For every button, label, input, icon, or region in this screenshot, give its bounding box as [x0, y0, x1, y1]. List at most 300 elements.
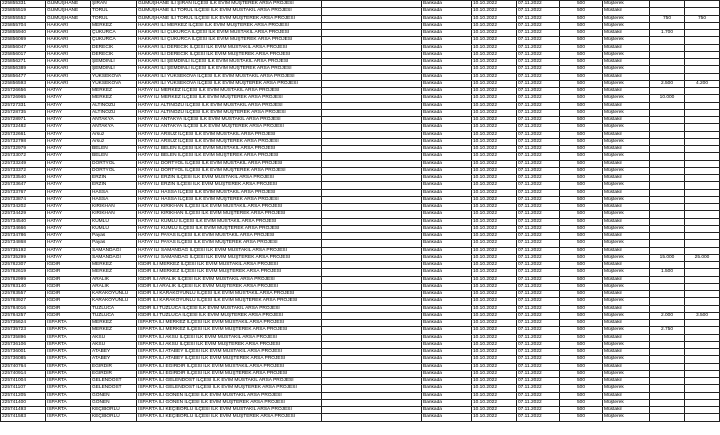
- end-date-cell: 07.11.2022: [517, 146, 560, 153]
- empty-cell: [322, 298, 422, 305]
- project-name-cell: IĞDIR İLİ KARAKOYUNLU İLÇESİ İLK EVİM MÜŞTEREK ARSA PROJESİ: [137, 298, 322, 305]
- quantity-cell: 500: [560, 153, 603, 160]
- district-cell: Arsuz: [91, 131, 137, 138]
- record-number-cell: 225735723: [1, 327, 46, 334]
- value-2-cell: [685, 66, 720, 73]
- project-name-cell: ISPARTA İLİ GELENDOST İLÇESİ İLK EVİM MÜŞTEREK ARSA PROJESİ: [137, 385, 322, 392]
- empty-cell: [322, 15, 422, 22]
- status-cell: Bankada: [422, 175, 472, 182]
- start-date-cell: 10.10.2022: [472, 189, 517, 196]
- district-cell: TUZLUCA: [91, 305, 137, 312]
- value-1-cell: [650, 117, 685, 124]
- table-row: [1, 254, 720, 261]
- start-date-cell: 10.10.2022: [472, 59, 517, 66]
- province-cell: HATAY: [46, 254, 91, 261]
- value-1-cell: 2.000: [650, 312, 685, 319]
- quantity-cell: 500: [560, 407, 603, 414]
- district-cell: ANTAKYA: [91, 124, 137, 131]
- end-date-cell: 07.11.2022: [517, 204, 560, 211]
- district-cell: ANTAKYA: [91, 117, 137, 124]
- value-1-cell: [650, 385, 685, 392]
- value-2-cell: [685, 363, 720, 370]
- value-2-cell: [685, 283, 720, 290]
- value-1-cell: [650, 44, 685, 51]
- value-2-cell: 3.500: [685, 312, 720, 319]
- record-number-cell: 225855331: [1, 1, 46, 8]
- record-number-cell: 225735299: [1, 254, 46, 261]
- table-row: [1, 44, 720, 51]
- value-1-cell: [650, 160, 685, 167]
- project-name-cell: HATAY İLİ ERZİN İLÇESİ İLK EVİM MÜŞTEREK ARSA PROJESİ: [137, 182, 322, 189]
- record-number-cell: 225733874: [1, 196, 46, 203]
- project-name-cell: HAKKARİ İLİ DERECİK İLÇESİ İLK EVİM MÜŞTEREK ARSA PROJESİ: [137, 51, 322, 58]
- district-cell: DÖRTYOL: [91, 160, 137, 167]
- record-number-cell: 225855519: [1, 8, 46, 15]
- record-number-cell: 225736085: [1, 356, 46, 363]
- status-cell: Bankada: [422, 102, 472, 109]
- district-cell: MERKEZ: [91, 22, 137, 29]
- end-date-cell: 07.11.2022: [517, 298, 560, 305]
- district-cell: ŞEMDİNLİ: [91, 59, 137, 66]
- province-cell: HATAY: [46, 88, 91, 95]
- end-date-cell: 07.11.2022: [517, 30, 560, 37]
- district-cell: KUMLU: [91, 225, 137, 232]
- value-1-cell: [650, 211, 685, 218]
- quantity-cell: 500: [560, 204, 603, 211]
- quantity-cell: 500: [560, 356, 603, 363]
- table-row: [1, 247, 720, 254]
- status-cell: Bankada: [422, 254, 472, 261]
- table-row: [1, 15, 720, 22]
- quantity-cell: 500: [560, 95, 603, 102]
- status-cell: Bankada: [422, 334, 472, 341]
- start-date-cell: 10.10.2022: [472, 88, 517, 95]
- district-cell: DERECİK: [91, 51, 137, 58]
- empty-cell: [322, 8, 422, 15]
- end-date-cell: 07.11.2022: [517, 399, 560, 406]
- value-1-cell: [650, 218, 685, 225]
- end-date-cell: 07.11.2022: [517, 334, 560, 341]
- table-row: [1, 109, 720, 116]
- end-date-cell: 07.11.2022: [517, 356, 560, 363]
- province-cell: ISPARTA: [46, 407, 91, 414]
- table-row: [1, 341, 720, 348]
- table-row: [1, 153, 720, 160]
- value-1-cell: [650, 276, 685, 283]
- start-date-cell: 10.10.2022: [472, 146, 517, 153]
- start-date-cell: 10.10.2022: [472, 283, 517, 290]
- status-cell: Bankada: [422, 80, 472, 87]
- province-cell: HATAY: [46, 153, 91, 160]
- project-name-cell: HATAY İLİ KIRIKHAN İLÇESİ İLK EVİM MÜSTAKİL ARSA PROJESİ: [137, 204, 322, 211]
- quantity-cell: 500: [560, 73, 603, 80]
- type-cell: Müstakil: [603, 102, 650, 109]
- project-name-cell: HATAY İLİ BELEN İLÇESİ İLK EVİM MÜŞTEREK ARSA PROJESİ: [137, 153, 322, 160]
- district-cell: ŞEMDİNLİ: [91, 66, 137, 73]
- province-cell: ISPARTA: [46, 320, 91, 327]
- end-date-cell: 07.11.2022: [517, 414, 560, 421]
- end-date-cell: 07.11.2022: [517, 254, 560, 261]
- value-2-cell: [685, 59, 720, 66]
- start-date-cell: 10.10.2022: [472, 370, 517, 377]
- table-row: [1, 66, 720, 73]
- empty-cell: [322, 327, 422, 334]
- record-number-cell: 225741493: [1, 407, 46, 414]
- quantity-cell: 500: [560, 225, 603, 232]
- value-2-cell: [685, 225, 720, 232]
- start-date-cell: 10.10.2022: [472, 399, 517, 406]
- value-2-cell: [685, 51, 720, 58]
- end-date-cell: 07.11.2022: [517, 80, 560, 87]
- type-cell: Müşterek: [603, 298, 650, 305]
- value-1-cell: [650, 138, 685, 145]
- quantity-cell: 500: [560, 305, 603, 312]
- record-number-cell: 225733767: [1, 189, 46, 196]
- start-date-cell: 10.10.2022: [472, 175, 517, 182]
- project-name-cell: ISPARTA İLİ GELENDOST İLÇESİ İLK EVİM MÜSTAKİL ARSA PROJESİ: [137, 378, 322, 385]
- table-row: [1, 88, 720, 95]
- status-cell: Bankada: [422, 269, 472, 276]
- status-cell: Bankada: [422, 51, 472, 58]
- quantity-cell: 500: [560, 385, 603, 392]
- empty-cell: [322, 73, 422, 80]
- start-date-cell: 10.10.2022: [472, 131, 517, 138]
- district-cell: KARAKOYUNLU: [91, 291, 137, 298]
- start-date-cell: 10.10.2022: [472, 44, 517, 51]
- value-1-cell: 10.000: [650, 95, 685, 102]
- type-cell: Müstakil: [603, 160, 650, 167]
- value-2-cell: [685, 131, 720, 138]
- province-cell: IĞDIR: [46, 298, 91, 305]
- quantity-cell: 500: [560, 233, 603, 240]
- type-cell: Müşterek: [603, 22, 650, 29]
- project-name-cell: ISPARTA İLİ MERKEZ İLÇESİ İLK EVİM MÜSTAKİL ARSA PROJESİ: [137, 320, 322, 327]
- status-cell: Bankada: [422, 22, 472, 29]
- table-row: [1, 131, 720, 138]
- empty-cell: [322, 211, 422, 218]
- status-cell: Bankada: [422, 30, 472, 37]
- table-row: [1, 102, 720, 109]
- value-1-cell: [650, 153, 685, 160]
- value-2-cell: [685, 160, 720, 167]
- type-cell: Müstakil: [603, 305, 650, 312]
- record-number-cell: 225732798: [1, 138, 46, 145]
- end-date-cell: 07.11.2022: [517, 189, 560, 196]
- start-date-cell: 10.10.2022: [472, 407, 517, 414]
- district-cell: ARALIK: [91, 276, 137, 283]
- province-cell: ISPARTA: [46, 385, 91, 392]
- project-name-cell: ISPARTA İLİ EĞİRDİR İLÇESİ İLK EVİM MÜŞTEREK ARSA PROJESİ: [137, 370, 322, 377]
- project-name-cell: HAKKARİ İLİ DERECİK İLÇESİ İLK EVİM MÜSTAKİL ARSA PROJESİ: [137, 44, 322, 51]
- record-number-cell: 225741583: [1, 414, 46, 421]
- value-2-cell: [685, 370, 720, 377]
- project-name-cell: IĞDIR İLİ MERKEZ İLÇESİ İLK EVİM MÜSTAKİL ARSA PROJESİ: [137, 262, 322, 269]
- status-cell: Bankada: [422, 182, 472, 189]
- project-name-cell: HATAY İLİ SAMANDAĞ İLÇESİ İLK EVİM MÜŞTEREK ARSA PROJESİ: [137, 254, 322, 261]
- record-number-cell: 225855552: [1, 15, 46, 22]
- quantity-cell: 500: [560, 312, 603, 319]
- project-table-body: [1, 1, 720, 422]
- value-1-cell: [650, 414, 685, 421]
- end-date-cell: 07.11.2022: [517, 15, 560, 22]
- quantity-cell: 500: [560, 88, 603, 95]
- value-1-cell: [650, 363, 685, 370]
- status-cell: Bankada: [422, 59, 472, 66]
- table-row: [1, 407, 720, 414]
- value-1-cell: [650, 124, 685, 131]
- end-date-cell: 07.11.2022: [517, 407, 560, 414]
- type-cell: Müşterek: [603, 138, 650, 145]
- province-cell: GÜMÜŞHANE: [46, 8, 91, 15]
- province-cell: HATAY: [46, 218, 91, 225]
- record-number-cell: 225855940: [1, 30, 46, 37]
- value-1-cell: [650, 233, 685, 240]
- value-1-cell: [650, 88, 685, 95]
- district-cell: Payas: [91, 240, 137, 247]
- status-cell: Bankada: [422, 276, 472, 283]
- record-number-cell: 225734868: [1, 240, 46, 247]
- status-cell: Bankada: [422, 305, 472, 312]
- quantity-cell: 500: [560, 392, 603, 399]
- status-cell: Bankada: [422, 146, 472, 153]
- value-1-cell: [650, 8, 685, 15]
- empty-cell: [322, 407, 422, 414]
- start-date-cell: 10.10.2022: [472, 124, 517, 131]
- province-cell: HATAY: [46, 138, 91, 145]
- record-number-cell: 225733249: [1, 160, 46, 167]
- value-1-cell: 1.500: [650, 269, 685, 276]
- type-cell: Müstakil: [603, 276, 650, 283]
- project-name-cell: HATAY İLİ ARSUZ İLÇESİ İLK EVİM MÜSTAKİL ARSA PROJESİ: [137, 131, 322, 138]
- empty-cell: [322, 240, 422, 247]
- empty-cell: [322, 320, 422, 327]
- start-date-cell: 10.10.2022: [472, 254, 517, 261]
- start-date-cell: 10.10.2022: [472, 312, 517, 319]
- province-cell: IĞDIR: [46, 291, 91, 298]
- district-cell: ÇUKURCA: [91, 37, 137, 44]
- value-1-cell: [650, 59, 685, 66]
- project-name-cell: HATAY İLİ HASSA İLÇESİ İLK EVİM MÜŞTEREK ARSA PROJESİ: [137, 196, 322, 203]
- start-date-cell: 10.10.2022: [472, 73, 517, 80]
- record-number-cell: 225728735: [1, 109, 46, 116]
- record-number-cell: 225732661: [1, 131, 46, 138]
- district-cell: YÜKSEKOVA: [91, 73, 137, 80]
- district-cell: SAMANDAĞI: [91, 247, 137, 254]
- end-date-cell: 07.11.2022: [517, 37, 560, 44]
- start-date-cell: 10.10.2022: [472, 320, 517, 327]
- table-row: [1, 189, 720, 196]
- value-2-cell: [685, 30, 720, 37]
- type-cell: Müstakil: [603, 291, 650, 298]
- quantity-cell: 500: [560, 167, 603, 174]
- status-cell: Bankada: [422, 247, 472, 254]
- province-cell: GÜMÜŞHANE: [46, 15, 91, 22]
- empty-cell: [322, 131, 422, 138]
- table-row: [1, 204, 720, 211]
- end-date-cell: 07.11.2022: [517, 95, 560, 102]
- record-number-cell: 225734429: [1, 211, 46, 218]
- province-cell: HATAY: [46, 233, 91, 240]
- empty-cell: [322, 283, 422, 290]
- type-cell: Müstakil: [603, 349, 650, 356]
- empty-cell: [322, 102, 422, 109]
- record-number-cell: 225734540: [1, 218, 46, 225]
- table-row: [1, 175, 720, 182]
- province-cell: ISPARTA: [46, 378, 91, 385]
- value-2-cell: [685, 305, 720, 312]
- value-2-cell: [685, 320, 720, 327]
- table-row: [1, 262, 720, 269]
- table-row: [1, 240, 720, 247]
- end-date-cell: 07.11.2022: [517, 247, 560, 254]
- quantity-cell: 500: [560, 276, 603, 283]
- district-cell: GÖNEN: [91, 399, 137, 406]
- value-2-cell: [685, 298, 720, 305]
- empty-cell: [322, 233, 422, 240]
- type-cell: Müstakil: [603, 88, 650, 95]
- status-cell: Bankada: [422, 370, 472, 377]
- table-row: [1, 30, 720, 37]
- start-date-cell: 10.10.2022: [472, 349, 517, 356]
- status-cell: Bankada: [422, 211, 472, 218]
- value-2-cell: [685, 378, 720, 385]
- start-date-cell: 10.10.2022: [472, 37, 517, 44]
- status-cell: Bankada: [422, 1, 472, 8]
- value-2-cell: [685, 8, 720, 15]
- project-name-cell: ISPARTA İLİ KEÇİBORLU İLÇESİ İLK EVİM MÜSTAKİL ARSA PROJESİ: [137, 407, 322, 414]
- empty-cell: [322, 370, 422, 377]
- start-date-cell: 10.10.2022: [472, 15, 517, 22]
- province-cell: HAKKARİ: [46, 22, 91, 29]
- end-date-cell: 07.11.2022: [517, 8, 560, 15]
- table-row: [1, 392, 720, 399]
- record-number-cell: 225734786: [1, 233, 46, 240]
- value-1-cell: [650, 196, 685, 203]
- empty-cell: [322, 88, 422, 95]
- quantity-cell: 500: [560, 51, 603, 58]
- empty-cell: [322, 356, 422, 363]
- type-cell: Müstakil: [603, 117, 650, 124]
- province-cell: HATAY: [46, 211, 91, 218]
- start-date-cell: 10.10.2022: [472, 298, 517, 305]
- empty-cell: [322, 1, 422, 8]
- value-2-cell: [685, 189, 720, 196]
- type-cell: Müşterek: [603, 283, 650, 290]
- empty-cell: [322, 204, 422, 211]
- type-cell: Müstakil: [603, 262, 650, 269]
- type-cell: Müstakil: [603, 8, 650, 15]
- project-name-cell: HAKKARİ İLİ ÇUKURCA İLÇESİ İLK EVİM MÜŞTEREK ARSA PROJESİ: [137, 37, 322, 44]
- project-name-cell: HATAY İLİ DÖRTYOL İLÇESİ İLK EVİM MÜŞTEREK ARSA PROJESİ: [137, 167, 322, 174]
- end-date-cell: 07.11.2022: [517, 182, 560, 189]
- start-date-cell: 10.10.2022: [472, 385, 517, 392]
- project-name-cell: HATAY İLİ HASSA İLÇESİ İLK EVİM MÜSTAKİL ARSA PROJESİ: [137, 189, 322, 196]
- record-number-cell: 225736106: [1, 341, 46, 348]
- district-cell: KARAKOYUNLU: [91, 298, 137, 305]
- district-cell: HASSA: [91, 196, 137, 203]
- end-date-cell: 07.11.2022: [517, 370, 560, 377]
- province-cell: IĞDIR: [46, 283, 91, 290]
- project-name-cell: HAKKARİ İLİ ŞEMDİNLİ İLÇESİ İLK EVİM MÜSTAKİL ARSA PROJESİ: [137, 59, 322, 66]
- record-number-cell: 225741205: [1, 392, 46, 399]
- type-cell: Müstakil: [603, 175, 650, 182]
- value-2-cell: [685, 44, 720, 51]
- empty-cell: [322, 305, 422, 312]
- value-2-cell: [685, 124, 720, 131]
- type-cell: Müstakil: [603, 233, 650, 240]
- district-cell: ŞİRAN: [91, 1, 137, 8]
- table-row: [1, 356, 720, 363]
- province-cell: HATAY: [46, 225, 91, 232]
- status-cell: Bankada: [422, 44, 472, 51]
- quantity-cell: 500: [560, 349, 603, 356]
- project-name-cell: HAKKARİ İLİ ÇUKURCA İLÇESİ İLK EVİM MÜSTAKİL ARSA PROJESİ: [137, 30, 322, 37]
- quantity-cell: 500: [560, 334, 603, 341]
- empty-cell: [322, 269, 422, 276]
- end-date-cell: 07.11.2022: [517, 196, 560, 203]
- end-date-cell: 07.11.2022: [517, 124, 560, 131]
- start-date-cell: 10.10.2022: [472, 240, 517, 247]
- record-number-cell: 225741004: [1, 378, 46, 385]
- value-1-cell: [650, 320, 685, 327]
- project-name-cell: ISPARTA İLİ EĞİRDİR İLÇESİ İLK EVİM MÜSTAKİL ARSA PROJESİ: [137, 363, 322, 370]
- district-cell: MERKEZ: [91, 88, 137, 95]
- end-date-cell: 07.11.2022: [517, 117, 560, 124]
- record-number-cell: 225782999: [1, 276, 46, 283]
- table-row: [1, 334, 720, 341]
- empty-cell: [322, 225, 422, 232]
- record-number-cell: 225733540: [1, 175, 46, 182]
- type-cell: Müstakil: [603, 218, 650, 225]
- project-name-cell: HATAY İLİ ANTAKYA İLÇESİ İLK EVİM MÜSTAKİL ARSA PROJESİ: [137, 117, 322, 124]
- end-date-cell: 07.11.2022: [517, 66, 560, 73]
- project-name-cell: HATAY İLİ MERKEZ İLÇESİ İLK EVİM MÜŞTEREK ARSA PROJESİ: [137, 95, 322, 102]
- value-2-cell: [685, 109, 720, 116]
- start-date-cell: 10.10.2022: [472, 8, 517, 15]
- status-cell: Bankada: [422, 15, 472, 22]
- value-1-cell: [650, 189, 685, 196]
- quantity-cell: 500: [560, 247, 603, 254]
- record-number-cell: 225856271: [1, 59, 46, 66]
- end-date-cell: 07.11.2022: [517, 363, 560, 370]
- district-cell: EĞİRDİR: [91, 370, 137, 377]
- type-cell: Müşterek: [603, 399, 650, 406]
- start-date-cell: 10.10.2022: [472, 225, 517, 232]
- district-cell: SAMANDAĞI: [91, 254, 137, 261]
- district-cell: MERKEZ: [91, 327, 137, 334]
- district-cell: ALTINÖZÜ: [91, 109, 137, 116]
- end-date-cell: 07.11.2022: [517, 320, 560, 327]
- type-cell: Müşterek: [603, 240, 650, 247]
- value-2-cell: [685, 327, 720, 334]
- province-cell: HAKKARİ: [46, 73, 91, 80]
- value-2-cell: [685, 356, 720, 363]
- province-cell: HAKKARİ: [46, 44, 91, 51]
- value-2-cell: [685, 204, 720, 211]
- empty-cell: [322, 399, 422, 406]
- type-cell: Müstakil: [603, 131, 650, 138]
- status-cell: Bankada: [422, 298, 472, 305]
- type-cell: Müşterek: [603, 51, 650, 58]
- start-date-cell: 10.10.2022: [472, 80, 517, 87]
- type-cell: Müşterek: [603, 1, 650, 8]
- quantity-cell: 500: [560, 117, 603, 124]
- value-1-cell: [650, 356, 685, 363]
- value-1-cell: [650, 399, 685, 406]
- district-cell: BELEN: [91, 146, 137, 153]
- value-2-cell: [685, 167, 720, 174]
- province-cell: HAKKARİ: [46, 80, 91, 87]
